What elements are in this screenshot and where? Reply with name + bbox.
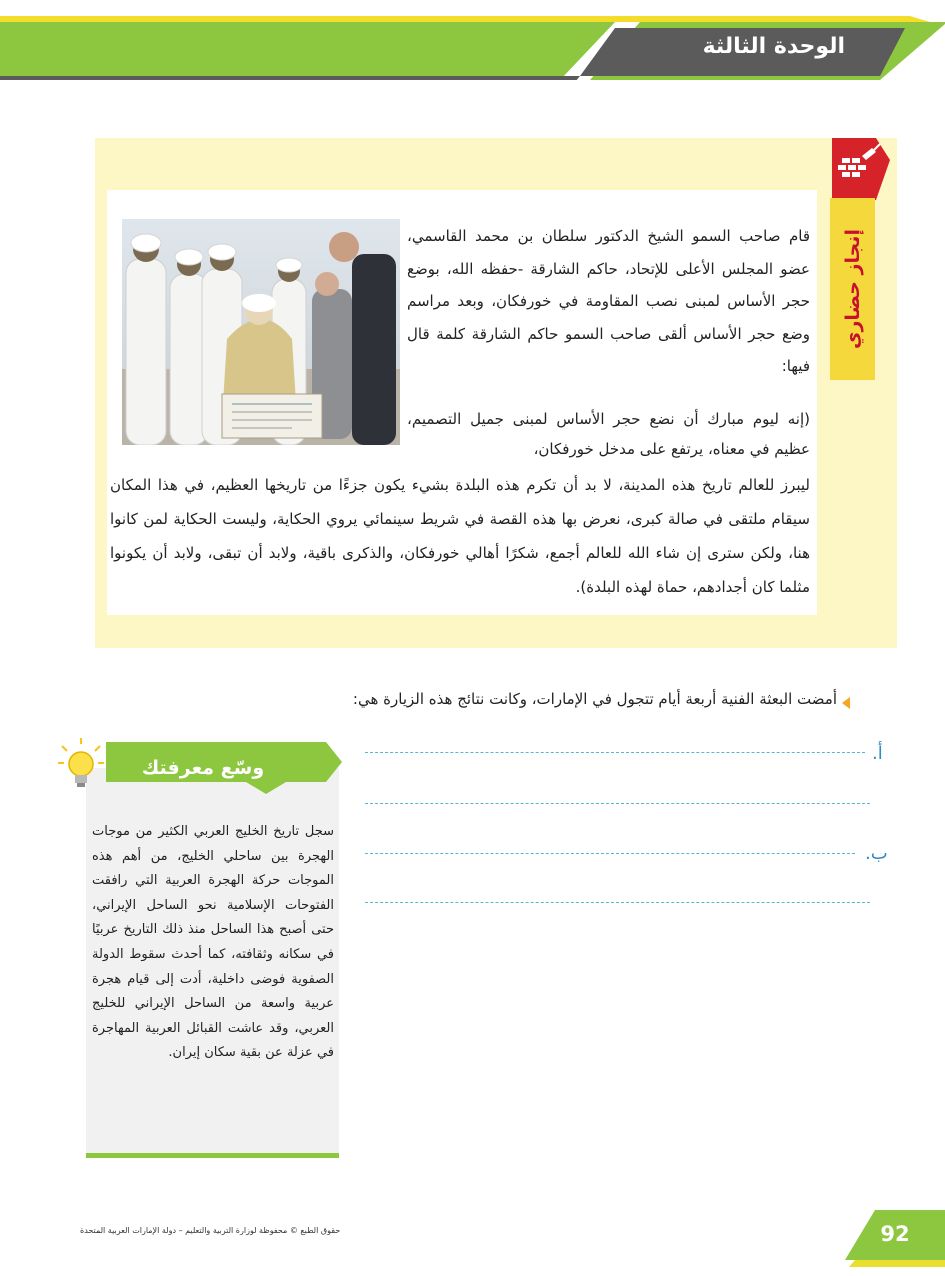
unit-header xyxy=(0,0,945,90)
answer-label-a: أ. xyxy=(872,743,883,764)
unit-title: الوحدة الثالثة xyxy=(702,34,845,59)
page-number: 92 xyxy=(880,1222,910,1246)
expand-knowledge-title: وسّع معرفتك xyxy=(141,757,265,779)
activity-question: أمضت البعثة الفنية أربعة أيام تتجول في الإمارات، وكانت نتائج هذه الزيارة هي: xyxy=(352,690,837,708)
badge-icon-tab xyxy=(832,138,890,200)
feature-badge-label: إنجاز حضاري xyxy=(841,229,864,349)
expand-knowledge-underline xyxy=(86,1153,339,1158)
quote-continuation: ليبرز للعالم تاريخ هذه المدينة، لا بد أن تكرم هذه البلدة بشيء يكون جزءًا من تاريخها العظيم، في هذا المكان سيقام ملتقى في صالة كبرى، نعرض بها هذه القصة في شريط سينمائي يروي الحكاية، وليست الحكاية لمن كانوا هنا، ولكن سترى إن شاء الله للعالم أجمع، شكرًا أهالي خورفكان، والذكرى باقية، ولابد أن تبقى، ولابد أن يكونوا مثلما كان أجدادهم، حماة لهذه البلدة). xyxy=(110,476,810,596)
answer-label-b: ب. xyxy=(865,843,888,864)
lightbulb-icon xyxy=(56,736,106,794)
ceremony-photo xyxy=(122,219,400,445)
feature-badge xyxy=(830,198,875,380)
answer-line-a1[interactable] xyxy=(365,752,865,753)
expand-knowledge-text: سجل تاريخ الخليج العربي الكثير من موجات الهجرة بين ساحلي الخليج، من أهم هذه الموجات حركة الهجرة العربية التي رافقت الفتوحات الإسلامية نحو الساحل الإيراني، حتى أصبح هذا الساحل منذ ذلك التاريخ عربيًا في سكانه وثقافته، كما أحدث سقوط الدولة الصفوية فوضى داخلية، أدت إلى قيام هجرة عربية واسعة من الساحل الإيراني للخليج العربي، وقد عاشت القبائل العربية المهاجرة في عزلة عن بقية سكان إيران. xyxy=(92,824,334,1061)
answer-line-b1[interactable] xyxy=(365,853,855,854)
answer-line-a2[interactable] xyxy=(365,803,870,804)
answer-line-b2[interactable] xyxy=(365,902,870,903)
bullet-arrow-icon xyxy=(840,697,850,709)
intro-paragraph: قام صاحب السمو الشيخ الدكتور سلطان بن محمد القاسمي، عضو المجلس الأعلى للإتحاد، حاكم الشارقة -حفظه الله، بوضع حجر الأساس لمبنى نصب المقاومة في خورفكان، وبعد مراسم وضع حجر الأساس ألقى صاحب السمو حاكم الشارقة كلمة قال فيها: xyxy=(407,227,810,375)
quote-opening: (إنه ليوم مبارك أن نضع حجر الأساس لمبنى جميل التصميم، عظيم في معناه، يرتفع على مدخل خورفكان، xyxy=(407,410,810,458)
copyright-notice: حقوق الطبع © محفوظة لوزارة التربية والتعليم – دولة الإمارات العربية المتحدة xyxy=(80,1226,341,1235)
